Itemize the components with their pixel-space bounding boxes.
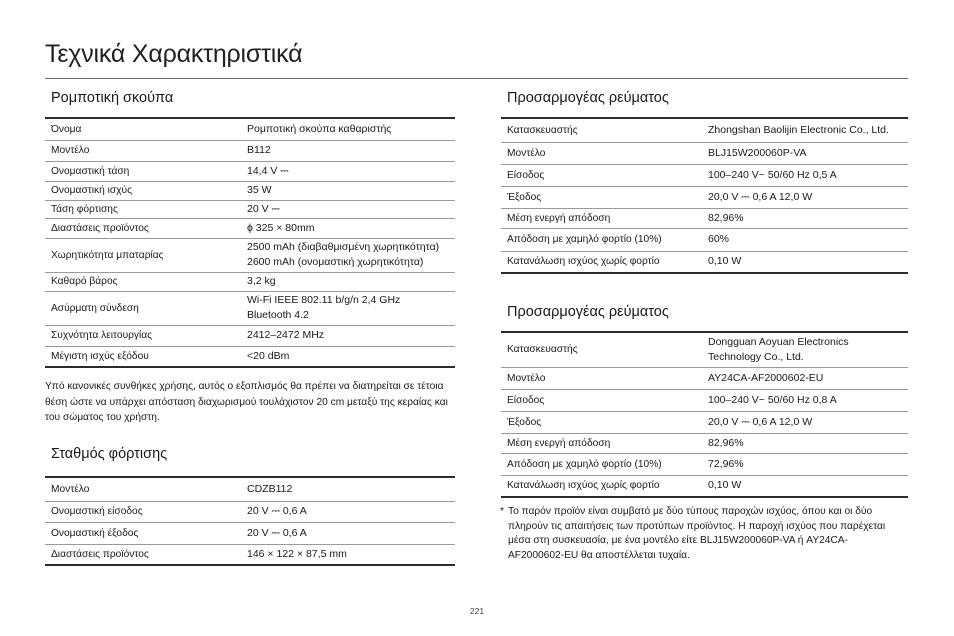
spec-label: Απόδοση με χαμηλό φορτίο (10%) [507,234,662,245]
spec-label: Όνομα [51,123,82,135]
spec-label: Έξοδος [507,191,542,203]
spec-value [702,453,908,475]
title-divider [45,78,908,79]
spec-label: Χωρητικότητα μπαταρίας [51,249,164,261]
spec-row [45,325,455,346]
spec-value [702,228,908,251]
spec-label: Μέση ενεργή απόδοση [507,437,611,449]
spec-value-line: 20,0 V ⎓ 0,6 A 12,0 W [708,190,813,203]
spec-row [501,186,908,208]
spec-label: Κατασκευαστής [507,344,578,356]
spec-value [241,200,455,218]
spec-value-line: Technology Co., Ltd. [708,350,804,363]
spec-value [702,389,908,411]
page-title: Τεχνικά Χαρακτηριστικά [45,40,303,68]
spec-value [241,346,455,367]
spec-row [501,475,908,497]
spec-value [702,433,908,453]
spec-value-line: 72,96% [708,457,744,470]
spec-row [501,164,908,186]
spec-row [45,291,455,325]
page-number: 221 [469,606,485,616]
spec-label: Έξοδος [507,416,542,428]
adapter-2-specs-table [501,331,908,498]
spec-row [45,161,455,181]
spec-label: Ονομαστική είσοδος [51,506,143,517]
spec-value [241,238,455,272]
spec-label: Καθαρό βάρος [51,276,118,287]
spec-label: Τάση φόρτισης [51,203,118,215]
spec-value [241,291,455,325]
spec-value-line: 2500 mAh (διαβαθμισμένη χωρητικότητα) [247,241,440,253]
spec-value-line: 146 × 122 × 87,5 mm [247,547,347,560]
spec-row [501,433,908,453]
spec-label: Κατασκευαστής [507,124,578,136]
spec-label: Ονομαστική τάση [51,165,130,177]
spec-value-line: 0,10 W [708,479,742,492]
spec-value [241,501,455,522]
spec-value-line: Wi-Fi IEEE 802.11 b/g/n 2,4 GHz [247,294,401,306]
spec-value [702,332,908,367]
spec-row [501,453,908,475]
spec-label: Είσοδος [507,169,545,181]
spec-value-line: 14,4 V ⎓ [247,164,289,177]
spec-value-line: Ρομποτική σκούπα καθαριστής [247,122,392,135]
spec-value [241,218,455,238]
robot-specs-table [45,117,455,368]
spec-value-line: Zhongshan Baolijin Electronic Co., Ltd. [708,123,889,136]
spec-value-line: B112 [247,144,271,156]
spec-value-line: 100–240 V~ 50/60 Hz 0,8 A [708,393,837,406]
spec-row [501,367,908,389]
spec-label: Μοντέλο [51,483,90,495]
spec-value-line: 0,10 W [708,255,742,268]
spec-label: Διαστάσεις προϊόντος [51,548,149,560]
adapter-1-specs-table [501,117,908,274]
spec-value [241,272,455,291]
spec-value [702,118,908,142]
spec-label: Μέση ενεργή απόδοση [507,212,611,224]
spec-label: Μοντέλο [51,145,90,156]
spec-row [45,181,455,200]
spec-value [241,181,455,200]
spec-row [501,389,908,411]
spec-value [702,208,908,228]
spec-row [45,501,455,522]
spec-value-line: Dongguan Aoyuan Electronics [708,335,849,348]
power-supply-footnote [500,505,900,563]
spec-row [45,140,455,161]
spec-value [241,118,455,140]
spec-row [501,228,908,251]
spec-label: Ονομαστική ισχύς [51,185,132,196]
spec-value-line: 20 V ⎓ [247,202,280,215]
spec-value-line: 82,96% [708,211,744,224]
spec-value [241,325,455,346]
spec-value [702,251,908,273]
spec-value-line: 35 W [247,184,272,196]
spec-label: Κατανάλωση ισχύος χωρίς φορτίο [507,480,660,492]
spec-row [501,118,908,142]
footnote-marker: * [500,506,504,517]
spec-value-line: 20,0 V ⎓ 0,6 A 12,0 W [708,415,813,428]
spec-value-line: Bluetooth 4.2 [247,309,309,321]
section-title-adapter-1: Προσαρμογέας ρεύματος [507,90,669,106]
spec-row [45,346,455,367]
spec-row [45,218,455,238]
spec-label: Είσοδος [507,394,545,406]
spec-value [241,140,455,161]
spec-row [501,411,908,433]
spec-value [702,367,908,389]
spec-value-line: CDZB112 [247,482,293,495]
spec-label: Διαστάσεις προϊόντος [51,222,149,234]
spec-value [702,164,908,186]
spec-value [241,544,455,565]
spec-label: Μοντέλο [507,372,546,384]
spec-label: Ονομαστική έξοδος [51,527,139,539]
spec-row [501,208,908,228]
spec-value-line: 100–240 V~ 50/60 Hz 0,5 A [708,168,837,181]
footnote-text: Το παρόν προϊόν είναι συμβατό με δύο τύπους παροχών ισχύος, όπου και οι δύο πληρούν τις απαιτήσεις των προτύπων προϊόντος. Η παροχή ισχύος που παρέχεται μέσα στη συσκευασία, με ένα μοντέλο είτε BLJ15W200060P-VA ή AY24CA-AF2000602-EU θα αποστέλλεται τυχαία. [508,506,886,561]
spec-value-line: BLJ15W200060P-VA [708,146,807,159]
spec-value [702,186,908,208]
spec-value-line: 60% [708,233,730,245]
spec-value-line: ϕ 325 × 80mm [247,221,315,234]
section-title-robot: Ρομποτική σκούπα [51,90,174,106]
spec-label: Μοντέλο [507,147,546,159]
spec-value-line: 2412–2472 MHz [247,329,325,341]
spec-value-line: 20 V ⎓ 0,6 A [247,505,307,517]
spec-value-line: AY24CA-AF2000602-EU [708,371,824,384]
spec-row [45,477,455,501]
spec-value [241,522,455,544]
spec-value [241,477,455,501]
spec-row [45,118,455,140]
dock-specs-table [45,476,455,566]
spec-value [702,475,908,497]
spec-value-line: 82,96% [708,436,744,449]
spec-value [702,142,908,164]
spec-row [45,544,455,565]
spec-label: Μέγιστη ισχύς εξόδου [51,350,149,362]
spec-row [45,200,455,218]
spec-value-line: <20 dBm [247,349,290,362]
spec-label: Κατανάλωση ισχύος χωρίς φορτίο [507,256,660,268]
spec-value-line: 2600 mAh (ονομαστική χωρητικότητα) [247,256,424,268]
spec-label: Συχνότητα λειτουργίας [51,330,153,341]
spec-label: Απόδοση με χαμηλό φορτίο (10%) [507,458,662,470]
spec-value-line: 20 V ⎓ 0,6 A [247,526,307,539]
spec-row [45,272,455,291]
spec-value [241,161,455,181]
spec-row [501,142,908,164]
spec-row [501,251,908,273]
spec-row [501,332,908,367]
spec-label: Ασύρματη σύνδεση [51,302,139,314]
spec-value-line: 3,2 kg [247,275,276,287]
section-title-adapter-2: Προσαρμογέας ρεύματος [507,304,669,320]
section-title-dock: Σταθμός φόρτισης [51,446,168,462]
spec-row [45,238,455,272]
spec-value [702,411,908,433]
antenna-distance-note: Υπό κανονικές συνθήκες χρήσης, αυτός ο εξοπλισμός θα πρέπει να διατηρείται σε τέτοια θέση ώστε να υπάρχει απόσταση διαχωρισμού τουλάχιστον 20 cm μεταξύ της κεραίας και του σώματος του χρήστη. [45,381,448,423]
spec-row [45,522,455,544]
